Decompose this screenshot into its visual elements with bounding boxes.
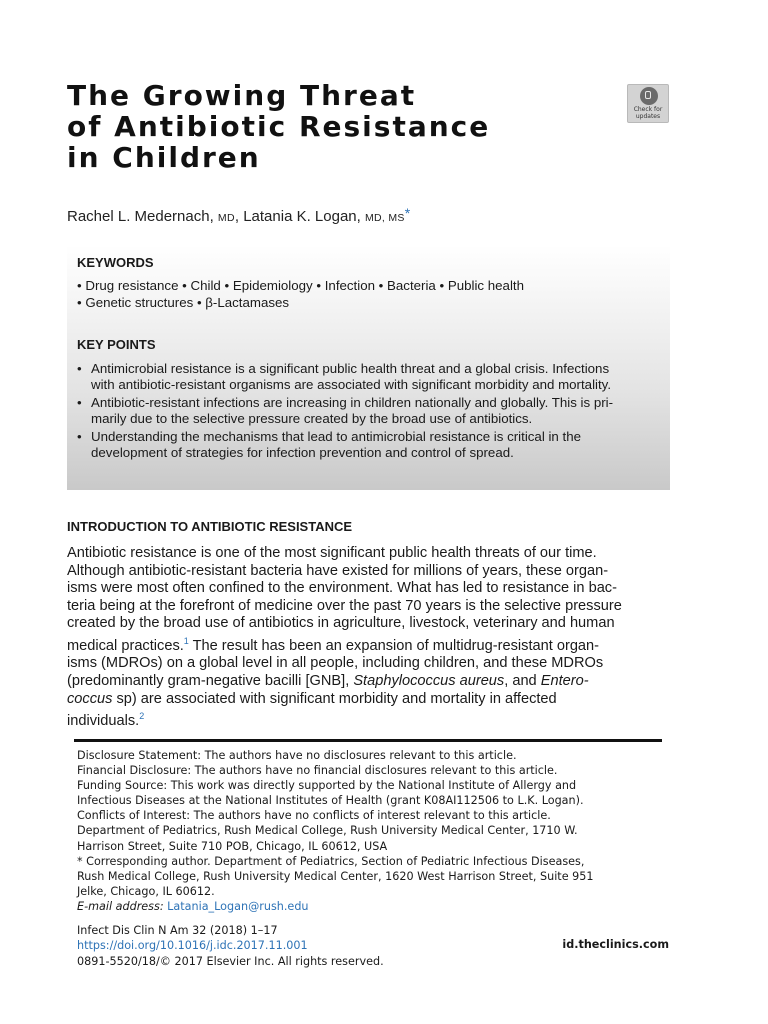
keywords-list: [77, 277, 660, 311]
reference-link-1[interactable]: 1: [183, 635, 189, 646]
title-line-2: of Antibiotic Resistance: [67, 110, 491, 143]
author-1: Rachel L. Medernach,: [67, 208, 214, 225]
keywords-line-1: • Drug resistance • Child • Epidemiology • Infection • Bacteria • Public health: [77, 278, 524, 293]
footnote-line: Harrison Street, Suite 710 POB, Chicago, IL 60612, USA: [77, 839, 388, 853]
author-separator: ,: [234, 208, 240, 225]
badge-text: Check for updates: [633, 106, 663, 120]
keywords-line-2: • Genetic structures • β-Lactamases: [77, 295, 290, 310]
footnote-line: Funding Source: This work was directly supported by the National Institute of Allergy and: [77, 779, 577, 793]
author-2-degree: MD, MS: [364, 212, 405, 224]
email-label: E-mail address:: [77, 899, 164, 913]
keywords-heading: KEYWORDS: [77, 255, 154, 270]
journal-citation: Infect Dis Clin N Am 32 (2018) 1–17: [77, 924, 278, 937]
key-point-item: • Understanding the mechanisms that lead to antimicrobial resistance is critical in the development of strategies for infection prevention and control of spread.: [77, 429, 660, 461]
footnote-line: Department of Pediatrics, Rush Medical College, Rush University Medical Center, 1710 W.: [77, 824, 578, 838]
key-point-item: • Antimicrobial resistance is a significant public health threat and a global crisis. Infections with antibiotic-resistant organisms are associated with significant morbidity and mortality.: [77, 361, 660, 393]
title-line-3: in Children: [67, 141, 261, 174]
keywords-box: [67, 245, 670, 490]
copyright: 0891-5520/18/© 2017 Elsevier Inc. All rights reserved.: [77, 954, 384, 968]
footnote-line: Jelke, Chicago, IL 60612.: [77, 884, 215, 898]
check-updates-icon: [640, 87, 658, 105]
section-heading-introduction: INTRODUCTION TO ANTIBIOTIC RESISTANCE: [67, 519, 353, 534]
email-link[interactable]: Latania_Logan@rush.edu: [167, 899, 309, 913]
title-line-1: The Growing Threat: [67, 79, 417, 112]
footnotes: [77, 748, 667, 914]
check-for-updates-badge[interactable]: [627, 84, 669, 123]
author-2: Latania K. Logan,: [243, 208, 361, 225]
article-title: [67, 80, 490, 173]
doi-link[interactable]: https://doi.org/10.1016/j.idc.2017.11.001: [77, 939, 308, 953]
footnote-line: * Corresponding author. Department of Pediatrics, Section of Pediatric Infectious Diseases,: [77, 854, 585, 868]
key-point-item: • Antibiotic-resistant infections are increasing in children nationally and globally. This is pri- marily due to the selective pressure created by the broad use of antibiotics.: [77, 395, 660, 427]
footnote-line: Conflicts of Interest: The authors have no conflicts of interest relevant to this article.: [77, 809, 551, 823]
introduction-paragraph: Antibiotic resistance is one of the most significant public health threats of our time. Although antibiotic-resistant bacteria have existed for millions of years, these organ- isms were most often confined to the environment. What has led to resistance in bac- teria being at the forefront of medicine over the past 70 years is the selective pressure created by the broad use of antibiotics in agriculture, livestock, veterinary and human medical practices.$^1$ The result has been an expansion of multidrug-resistant organ- isms (MDROs) on a global level in all people, including children, and these MDROs (predominantly gram-negative bacilli [GNB], Staphylococcus aureus, and Entero- coccus sp) are associated with significant morbidity and mortality in affected individuals.$^2$: [67, 545, 622, 730]
key-points-heading: KEY POINTS: [77, 337, 156, 352]
reference-link-2[interactable]: 2: [139, 711, 145, 722]
author-line: [67, 205, 410, 225]
footnote-line: Financial Disclosure: The authors have no financial disclosures relevant to this article.: [77, 764, 558, 778]
footnote-divider: [74, 739, 662, 742]
footnote-line: Disclosure Statement: The authors have no disclosures relevant to this article.: [77, 749, 517, 762]
corresponding-author-mark[interactable]: *: [404, 205, 411, 221]
footnote-line: Rush Medical College, Rush University Medical Center, 1620 West Harrison Street, Suite 951: [77, 869, 594, 883]
key-points-list: [77, 361, 660, 461]
journal-website: id.theclinics.com: [562, 938, 669, 951]
author-1-degree: MD: [217, 212, 235, 224]
footnote-line: Infectious Diseases at the National Institutes of Health (grant K08AI112506 to L.K. Logan).: [77, 794, 584, 808]
